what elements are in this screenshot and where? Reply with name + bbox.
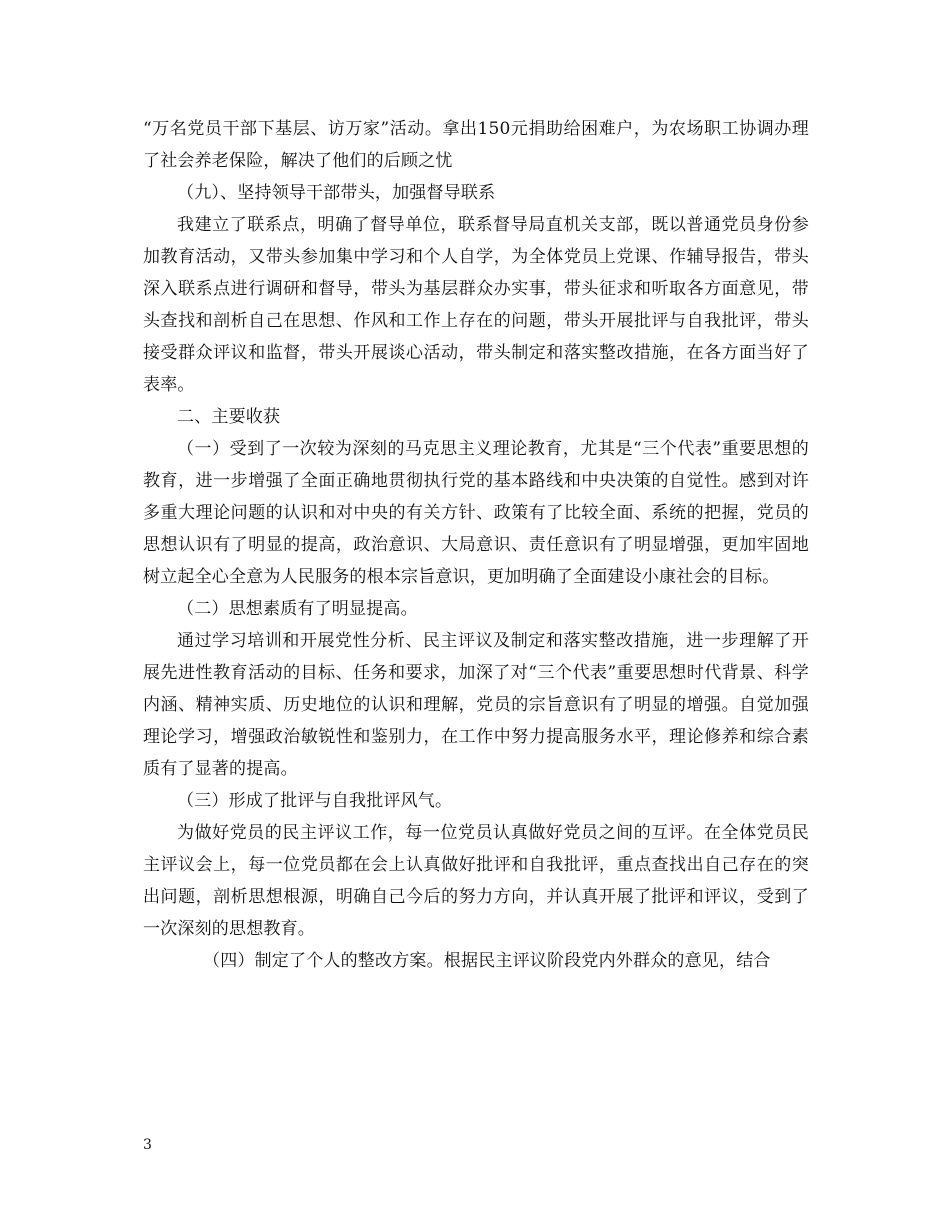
section-heading-gain-2: （二）思想素质有了明显提高。 <box>177 599 418 619</box>
paragraph-gain-4: （四）制定了个人的整改方案。根据民主评议阶段党内外群众的意见，结合 <box>203 951 771 971</box>
paragraph-gain-1: （一）受到了一次较为深刻的马克思主义理论教育，尤其是“三个代表”重要思想的教育，进一步增强了全面正确地贯彻执行党的基本路线和中央决策的自觉性。感到对许多重大理论问题的认识和对中央的有关方针、政策有了比较全面、系统的把握，党员的思想认识有了明显的提高，政治意识、大局意识、责任意识有了明显增强，更加牢固地树立起全心全意为人民服务的根本宗旨意识，更加明确了全面建设小康社会的目标。 <box>143 439 809 587</box>
paragraph-continuation: “万名党员干部下基层、访万家”活动。拿出150元捐助给困难户，为农场职工协调办理了社会养老保险，解决了他们的后顾之忧 <box>143 119 809 171</box>
paragraph-gain-3: 为做好党员的民主评议工作，每一位党员认真做好党员之间的互评。在全体党员民主评议会上，每一位党员都在会上认真做好批评和自我批评，重点查找出自己存在的突出问题，剖析思想根源，明确自己今后的努力方向，并认真开展了批评和评议，受到了一次深刻的思想教育。 <box>143 823 809 939</box>
paragraph-leadership: 我建立了联系点，明确了督导单位，联系督导局直机关支部，既以普通党员身份参加教育活动，又带头参加集中学习和个人自学，为全体党员上党课、作辅导报告，带头深入联系点进行调研和督导，带头为基层群众办实事，带头征求和听取各方面意见，带头查找和剖析自己在思想、作风和工作上存在的问题，带头开展批评与自我批评，带头接受群众评议和监督，带头开展谈心活动，带头制定和落实整改措施，在各方面当好了表率。 <box>143 215 809 395</box>
section-heading-gain-3: （三）形成了批评与自我批评风气。 <box>177 791 453 811</box>
paragraph-gain-2: 通过学习培训和开展党性分析、民主评议及制定和落实整改措施，进一步理解了开展先进性教育活动的目标、任务和要求，加深了对“三个代表”重要思想时代背景、科学内涵、精神实质、历史地位的认识和理解，党员的宗旨意识有了明显的增强。自觉加强理论学习，增强政治敏锐性和鉴别力，在工作中努力提高服务水平，理论修养和综合素质有了显著的提高。 <box>143 631 809 779</box>
section-heading-main-gains: 二、主要收获 <box>177 407 281 427</box>
section-heading-9: （九）、坚持领导干部带头，加强督导联系 <box>177 183 496 203</box>
page-number: 3 <box>143 1137 152 1153</box>
body-text <box>143 113 809 977</box>
